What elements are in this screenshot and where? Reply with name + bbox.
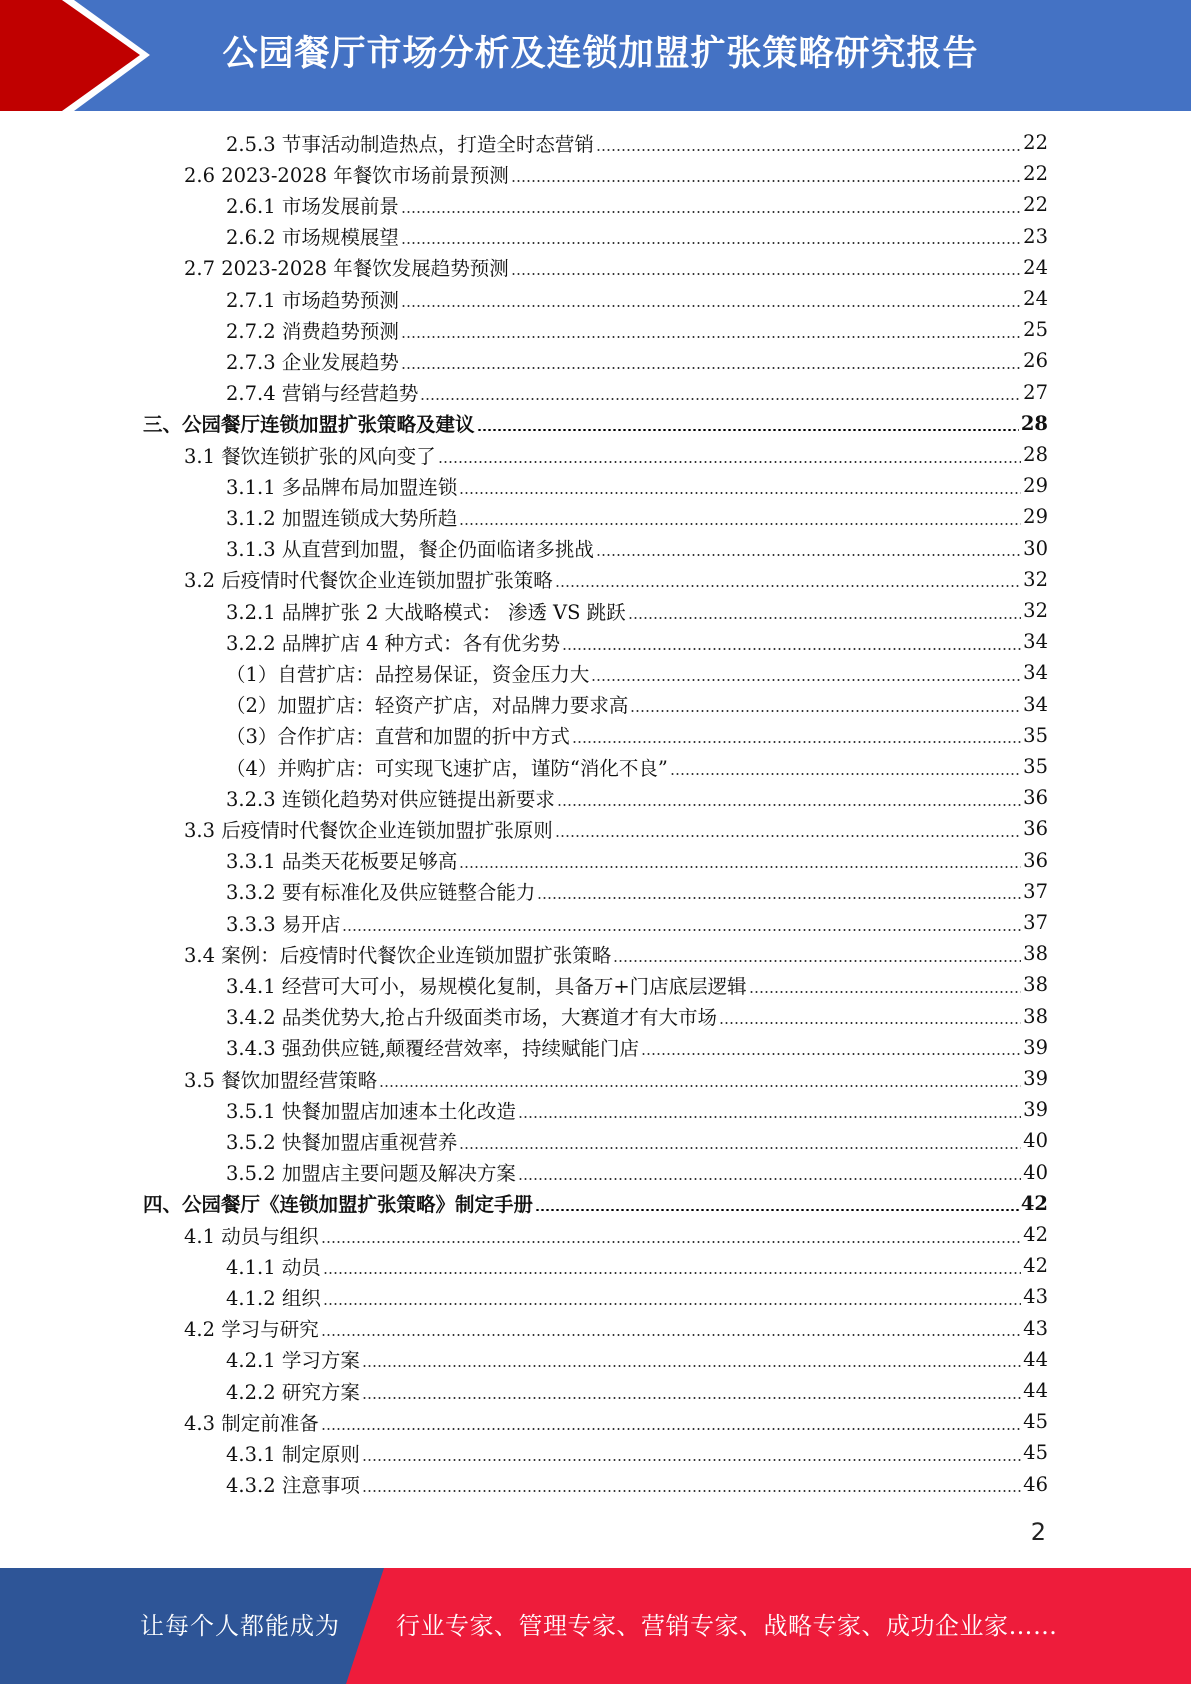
toc-entry-page: 30: [1023, 536, 1048, 560]
toc-entry-title: 4.3.2 注意事项: [226, 1474, 360, 1498]
toc-entry[interactable]: [226, 657, 1048, 688]
toc-entry[interactable]: [184, 158, 1048, 189]
toc-entry-title: 2.7.3 企业发展趋势: [226, 350, 399, 374]
toc-entry[interactable]: [226, 1157, 1048, 1188]
toc-leader-dots: [518, 1178, 1021, 1180]
toc-leader-dots: [379, 1085, 1021, 1087]
toc-entry-page: 38: [1023, 1004, 1048, 1028]
toc-entry-title: 4.2.2 研究方案: [226, 1380, 360, 1404]
toc-entry-page: 28: [1023, 443, 1048, 466]
toc-entry-page: 36: [1023, 848, 1048, 872]
toc-entry-page: 42: [1023, 1223, 1048, 1246]
toc-entry-title: 3.1.1 多品牌布局加盟连锁: [226, 475, 458, 499]
toc-entry-title: 3.3.1 品类天花板要足够高: [226, 850, 458, 874]
toc-entry[interactable]: [226, 345, 1048, 376]
toc-leader-dots: [401, 367, 1021, 369]
toc-entry[interactable]: [226, 1250, 1048, 1281]
toc-leader-dots: [362, 1397, 1021, 1399]
toc-entry-title: 2.7 2023-2028 年餐饮发展趋势预测: [184, 257, 509, 281]
toc-entry-title: 4.2 学习与研究: [184, 1318, 319, 1342]
toc-entry[interactable]: [226, 127, 1048, 158]
toc-entry-title: 4.1.2 组织: [226, 1286, 321, 1310]
page-title: 公园餐厅市场分析及连锁加盟扩张策略研究报告: [222, 34, 979, 74]
toc-entry-page: 43: [1023, 1316, 1048, 1340]
toc-entry-title: 4.1.1 动员: [226, 1255, 321, 1279]
toc-entry[interactable]: [184, 813, 1048, 844]
toc-entry-page: 44: [1023, 1379, 1048, 1402]
toc-entry-page: 35: [1023, 723, 1048, 747]
toc-entry-page: 39: [1023, 1035, 1048, 1059]
toc-entry-title: 3.2.2 品牌扩店 4 种方式：各有优劣势: [226, 631, 561, 655]
toc-leader-dots: [555, 835, 1021, 837]
toc-entry[interactable]: [226, 1437, 1048, 1468]
toc-leader-dots: [670, 773, 1021, 775]
toc-entry[interactable]: [226, 595, 1048, 626]
toc-entry-page: 39: [1023, 1098, 1048, 1122]
toc-entry-title: 4.1 动员与组织: [184, 1224, 319, 1248]
toc-entry-title: 4.3.1 制定原则: [226, 1442, 360, 1466]
toc-entry[interactable]: [226, 189, 1048, 220]
toc-leader-dots: [321, 1241, 1021, 1243]
toc-entry-title: 三、公园餐厅连锁加盟扩张策略及建议: [143, 413, 475, 437]
toc-leader-dots: [596, 149, 1021, 151]
toc-entry-page: 42: [1020, 1191, 1048, 1215]
toc-entry-title: 3.3.2 要有标准化及供应链整合能力: [226, 881, 536, 905]
toc-entry[interactable]: [143, 1188, 1048, 1219]
toc-entry-page: 34: [1023, 630, 1048, 654]
toc-leader-dots: [518, 1116, 1021, 1118]
toc-entry-title: 3.1.3 从直营到加盟，餐企仍面临诸多挑战: [226, 538, 594, 562]
toc-leader-dots: [401, 211, 1021, 213]
toc-entry-title: 3.5.1 快餐加盟店加速本土化改造: [226, 1099, 516, 1123]
toc-entry-page: 25: [1023, 318, 1048, 342]
toc-entry[interactable]: [184, 439, 1048, 470]
toc-entry-title: 4.2.1 学习方案: [226, 1349, 360, 1373]
toc-leader-dots: [420, 398, 1021, 400]
toc-entry-title: （2）加盟扩店：轻资产扩店，对品牌力要求高: [226, 694, 629, 718]
toc-entry-title: 2.6.2 市场规模展望: [226, 226, 399, 250]
toc-leader-dots: [557, 804, 1021, 806]
toc-entry-title: 3.5.2 快餐加盟店重视营养: [226, 1130, 458, 1154]
toc-leader-dots: [719, 1022, 1021, 1024]
toc-entry-title: 4.3 制定前准备: [184, 1411, 319, 1435]
toc-leader-dots: [591, 679, 1021, 681]
toc-leader-dots: [537, 897, 1021, 899]
toc-leader-dots: [535, 1209, 1019, 1211]
toc-entry[interactable]: [226, 845, 1048, 876]
toc-entry[interactable]: [184, 938, 1048, 969]
toc-entry[interactable]: [184, 1313, 1048, 1344]
toc-leader-dots: [342, 929, 1021, 931]
toc-entry[interactable]: [226, 782, 1048, 813]
page-footer: [0, 1568, 1191, 1684]
toc-leader-dots: [613, 960, 1021, 962]
toc-leader-dots: [459, 523, 1021, 525]
toc-leader-dots: [630, 710, 1021, 712]
toc-entry[interactable]: [226, 1125, 1048, 1156]
toc-entry[interactable]: [143, 408, 1048, 439]
toc-entry-title: 2.5.3 节事活动制造热点，打造全时态营销: [226, 132, 594, 156]
toc-entry-title: 3.5.2 加盟店主要问题及解决方案: [226, 1162, 516, 1186]
toc-leader-dots: [572, 741, 1021, 743]
toc-leader-dots: [555, 585, 1021, 587]
toc-entry[interactable]: [226, 1094, 1048, 1125]
toc-leader-dots: [477, 429, 1019, 431]
toc-entry[interactable]: [226, 533, 1048, 564]
toc-entry-page: 26: [1023, 349, 1048, 373]
toc-entry[interactable]: [226, 876, 1048, 907]
toc-leader-dots: [401, 242, 1021, 244]
toc-entry[interactable]: [226, 1032, 1048, 1063]
toc-entry[interactable]: [226, 501, 1048, 532]
toc-entry-page: 40: [1023, 1129, 1048, 1153]
toc-leader-dots: [511, 273, 1021, 275]
toc-entry[interactable]: [184, 1219, 1048, 1250]
toc-entry[interactable]: [184, 1063, 1048, 1094]
toc-entry-title: 3.4.1 经营可大可小，易规模化复制，具备万+门店底层逻辑: [226, 974, 747, 998]
toc-entry[interactable]: [226, 1281, 1048, 1312]
toc-entry-page: 22: [1023, 131, 1048, 154]
toc-entry[interactable]: [184, 1406, 1048, 1437]
toc-entry[interactable]: [226, 751, 1048, 782]
toc-entry-page: 37: [1023, 911, 1048, 934]
toc-entry[interactable]: [226, 626, 1048, 657]
toc-entry[interactable]: [184, 252, 1048, 283]
toc-entry[interactable]: [226, 377, 1048, 408]
toc-entry-title: 3.2.1 品牌扩张 2 大战略模式： 渗透 VS 跳跃: [226, 600, 626, 624]
toc-entry-page: 37: [1023, 879, 1048, 903]
toc-entry-title: 2.7.1 市场趋势预测: [226, 288, 399, 312]
toc-leader-dots: [401, 336, 1021, 338]
toc-entry[interactable]: [226, 1001, 1048, 1032]
toc-leader-dots: [362, 1365, 1021, 1367]
toc-entry-title: （1）自营扩店：品控易保证，资金压力大: [226, 662, 590, 686]
toc-entry-page: 27: [1023, 380, 1048, 404]
toc-entry-page: 39: [1023, 1067, 1048, 1090]
toc-entry-title: （3）合作扩店：直营和加盟的折中方式: [226, 725, 570, 749]
toc-entry[interactable]: [226, 1344, 1048, 1375]
toc-entry[interactable]: [184, 564, 1048, 595]
toc-entry-title: 3.1 餐饮连锁扩张的风向变了: [184, 444, 436, 468]
toc-leader-dots: [596, 554, 1021, 556]
toc-entry-title: 3.3.3 易开店: [226, 912, 341, 936]
toc-entry-page: 36: [1023, 817, 1048, 841]
toc-entry[interactable]: [226, 1375, 1048, 1406]
toc-leader-dots: [562, 648, 1021, 650]
toc-leader-dots: [323, 1272, 1021, 1274]
toc-entry-page: 32: [1023, 567, 1048, 591]
toc-entry[interactable]: [226, 314, 1048, 345]
toc-leader-dots: [438, 461, 1021, 463]
toc-leader-dots: [362, 1490, 1021, 1492]
toc-entry-title: 3.2 后疫情时代餐饮企业连锁加盟扩张策略: [184, 569, 553, 593]
toc-entry-page: 38: [1023, 942, 1048, 966]
toc-entry-title: 3.5 餐饮加盟经营策略: [184, 1068, 378, 1092]
toc-leader-dots: [628, 617, 1022, 619]
toc-entry[interactable]: [226, 720, 1048, 751]
toc-entry[interactable]: [226, 907, 1048, 938]
page-number: 2: [1030, 1518, 1046, 1546]
toc-entry[interactable]: [226, 221, 1048, 252]
toc-entry-page: 35: [1023, 755, 1048, 778]
toc-entry-page: 23: [1023, 224, 1048, 248]
toc-entry-title: 2.6 2023-2028 年餐饮市场前景预测: [184, 163, 509, 187]
toc-entry-page: 32: [1023, 599, 1048, 622]
toc-entry[interactable]: [226, 470, 1048, 501]
toc-entry-page: 24: [1023, 255, 1048, 279]
toc-leader-dots: [511, 180, 1021, 182]
toc-leader-dots: [459, 866, 1021, 868]
toc-entry-page: 38: [1023, 973, 1048, 997]
toc-leader-dots: [323, 1303, 1021, 1305]
toc-leader-dots: [321, 1428, 1021, 1430]
toc-leader-dots: [641, 1053, 1021, 1055]
toc-entry-page: 34: [1023, 661, 1048, 685]
toc-entry-page: 24: [1023, 287, 1048, 310]
toc-entry-title: 3.4 案例：后疫情时代餐饮企业连锁加盟扩张策略: [184, 943, 612, 967]
toc-entry-page: 44: [1023, 1347, 1048, 1371]
toc-entry-page: 29: [1023, 474, 1048, 498]
toc-entry-page: 43: [1023, 1285, 1048, 1309]
toc-entry[interactable]: [226, 283, 1048, 314]
footer-tagline: 行业专家、管理专家、营销专家、战略专家、成功企业家……: [396, 1612, 1058, 1640]
toc-entry-page: 29: [1023, 505, 1048, 529]
toc-entry-page: 22: [1023, 162, 1048, 186]
toc-leader-dots: [321, 1334, 1021, 1336]
toc-entry-title: 3.3 后疫情时代餐饮企业连锁加盟扩张原则: [184, 818, 553, 842]
toc-entry-page: 36: [1023, 786, 1048, 810]
toc-entry-title: 2.6.1 市场发展前景: [226, 194, 399, 218]
toc-entry-title: （4）并购扩店：可实现飞速扩店，谨防“消化不良”: [226, 756, 668, 780]
toc-entry[interactable]: [226, 969, 1048, 1000]
toc-entry-title: 3.2.3 连锁化趋势对供应链提出新要求: [226, 787, 555, 811]
toc-entry-page: 28: [1020, 411, 1048, 435]
toc-leader-dots: [401, 305, 1021, 307]
toc-entry-page: 45: [1023, 1441, 1048, 1465]
page-header: [0, 0, 1191, 111]
toc-leader-dots: [749, 991, 1022, 993]
toc-entry-page: 40: [1023, 1160, 1048, 1184]
toc-entry-title: 3.4.2 品类优势大,抢占升级面类市场，大赛道才有大市场: [226, 1006, 718, 1030]
footer-slogan: 让每个人都能成为: [140, 1612, 340, 1640]
toc-leader-dots: [459, 1147, 1021, 1149]
toc-entry-title: 2.7.2 消费趋势预测: [226, 319, 399, 343]
toc-entry-title: 3.1.2 加盟连锁成大势所趋: [226, 506, 458, 530]
toc-entry-title: 四、公园餐厅《连锁加盟扩张策略》制定手册: [143, 1193, 534, 1217]
toc-entry[interactable]: [226, 689, 1048, 720]
toc-entry-page: 34: [1023, 692, 1048, 716]
toc-leader-dots: [362, 1459, 1021, 1461]
toc-leader-dots: [459, 492, 1021, 494]
toc-entry[interactable]: [226, 1469, 1048, 1500]
toc-entry-title: 2.7.4 营销与经营趋势: [226, 382, 419, 406]
toc-entry-page: 45: [1023, 1410, 1048, 1434]
toc-entry-page: 46: [1023, 1472, 1048, 1496]
toc-entry-page: 42: [1023, 1254, 1048, 1278]
toc-entry-title: 3.4.3 强劲供应链,颠覆经营效率，持续赋能门店: [226, 1037, 640, 1061]
toc-entry-page: 22: [1023, 193, 1048, 217]
